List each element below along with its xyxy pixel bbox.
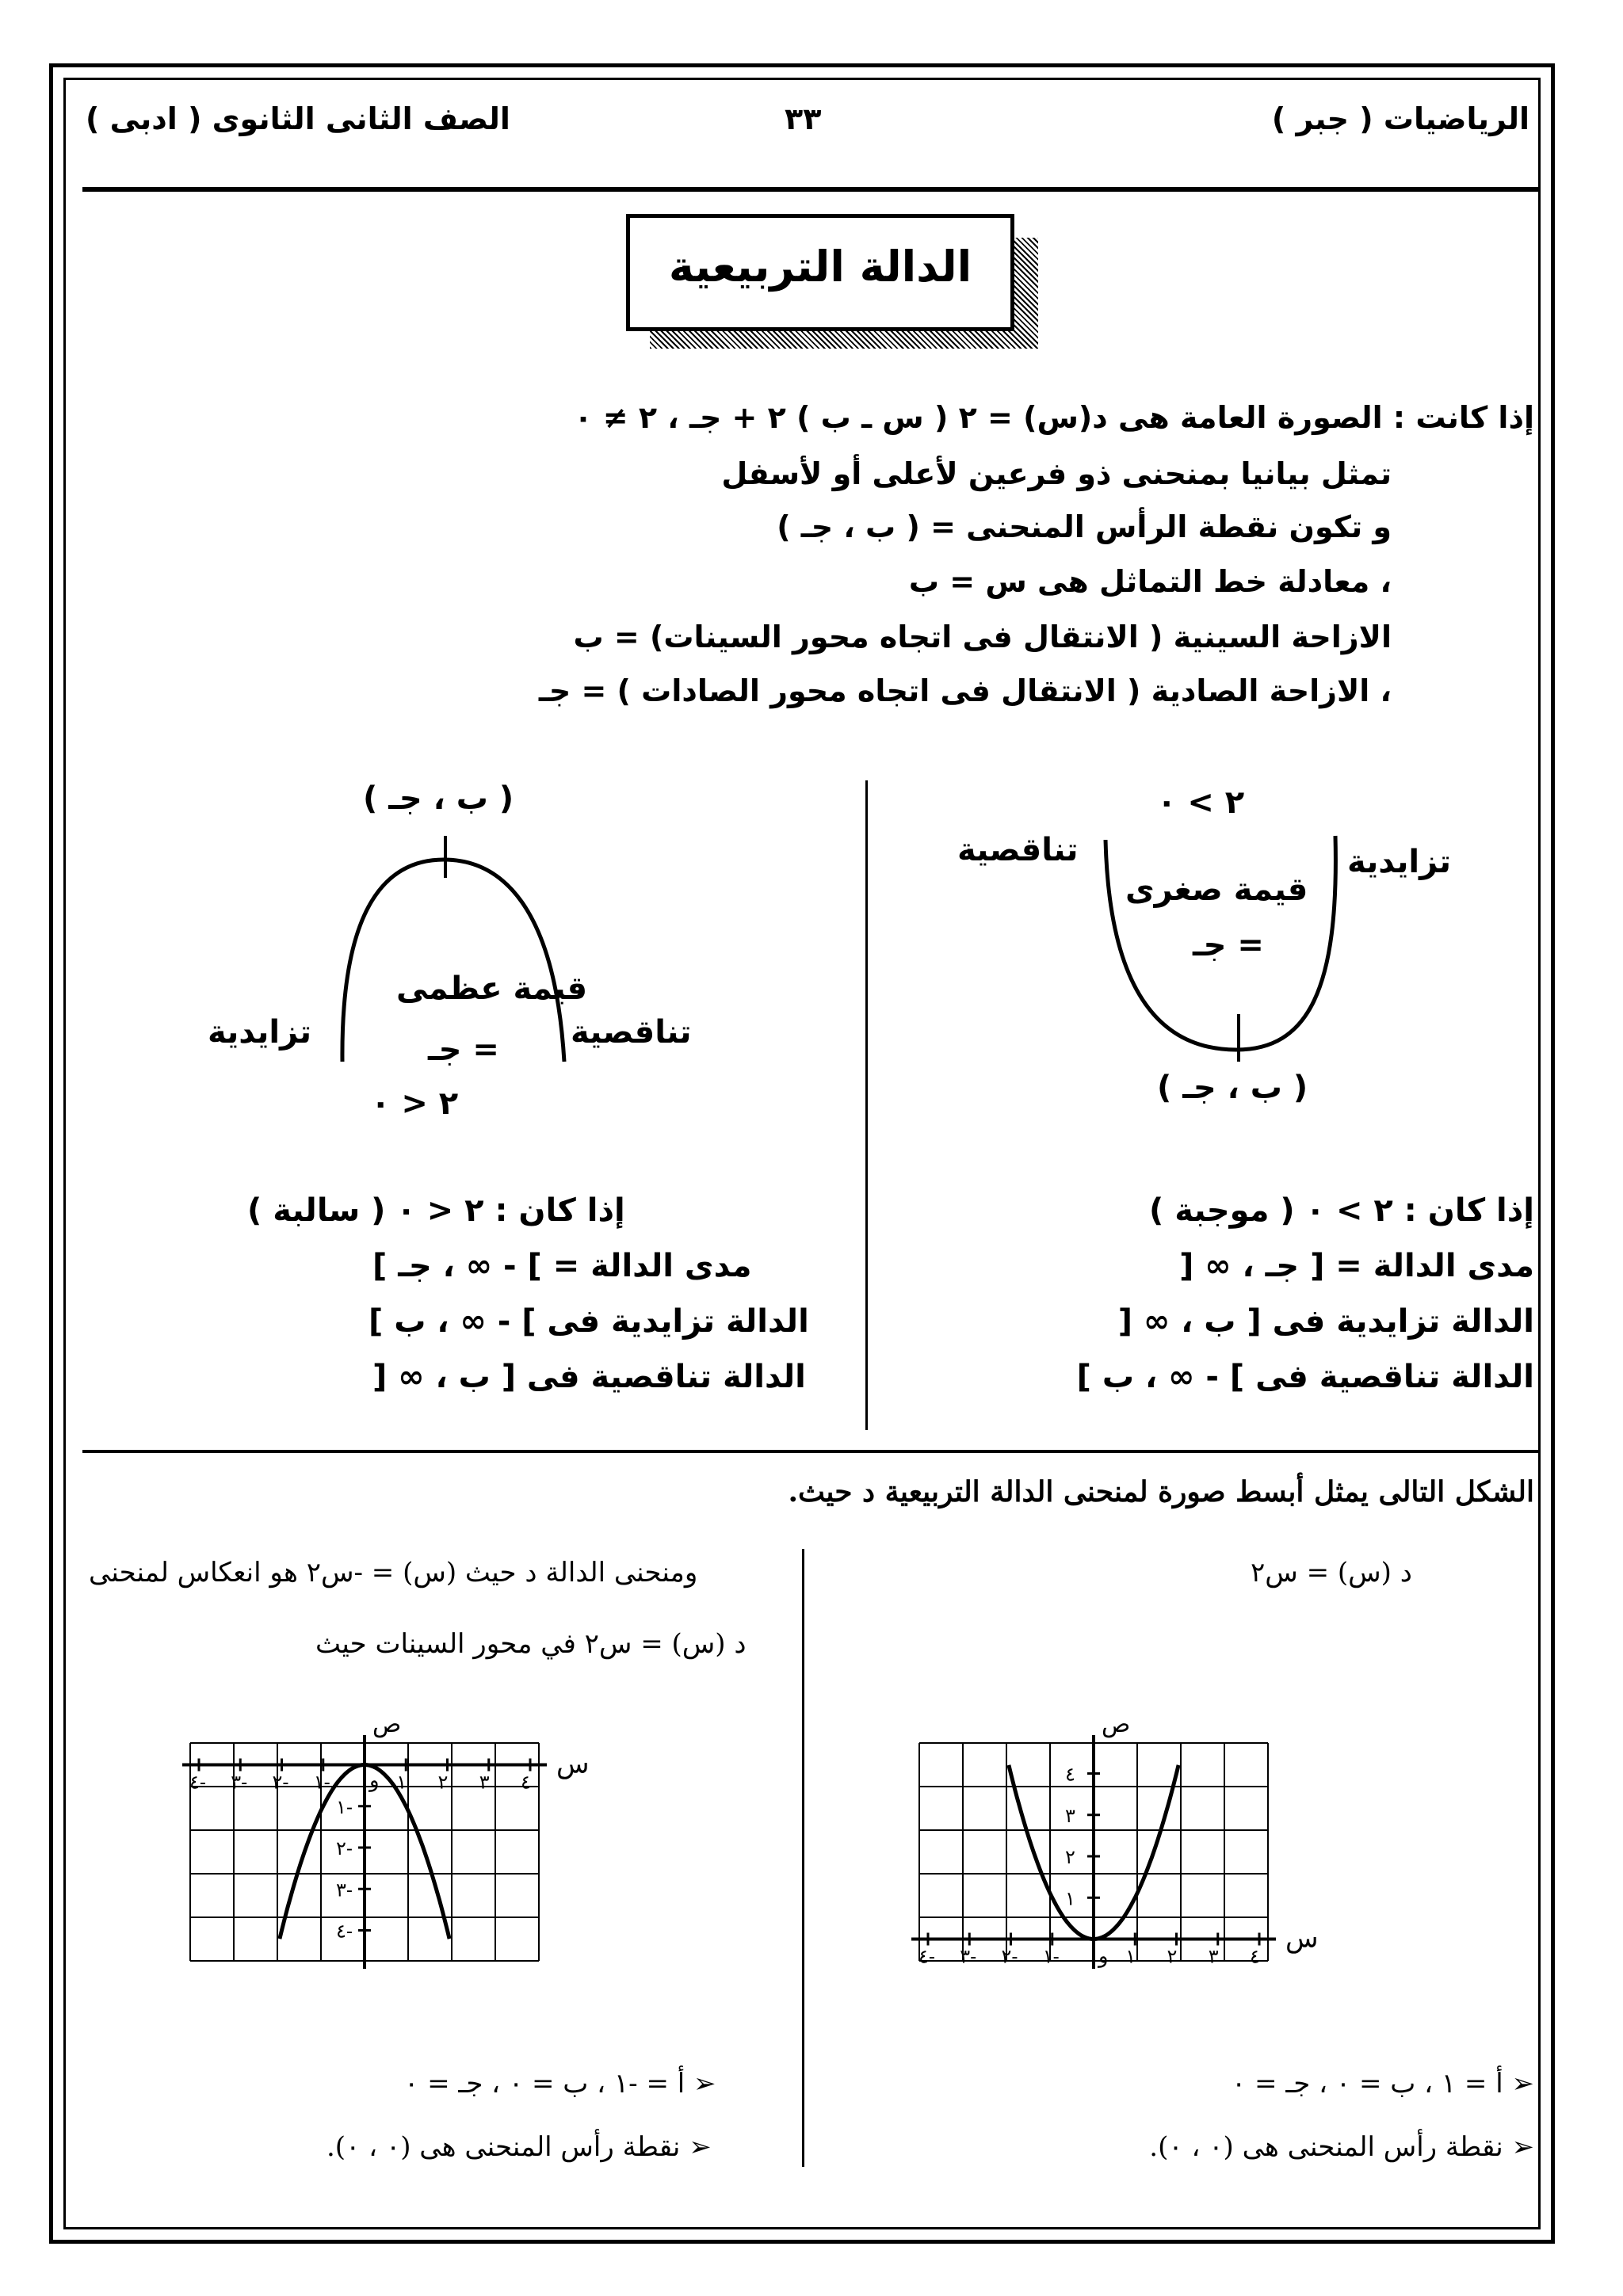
section-rule [82,1450,1541,1453]
bullet-icon: ➢ [1511,2131,1534,2163]
positive-range: مدى الدالة = [ جـ ، ∞ [ [1179,1248,1534,1284]
y-axis-label: ص [1102,1711,1131,1738]
left-text-2: د (س) = س٢ في محور السينات حيث [315,1628,747,1660]
x-tick-label: ٣- [960,1945,977,1968]
graph-positive-parabola [903,1703,1347,2036]
general-form-line-1: إذا كانت : الصورة العامة هى د(س) = ٢ ( س ـ ب ) ٢ + جـ ، ٢ ≠ ٠ [574,400,1534,435]
header-page-number: ٣٣ [785,101,822,136]
general-form-line-6: ، الازاحة الصادية ( الانتقال فى اتجاه محور الصادات ) = جـ [538,673,1392,708]
x-axis-label: س [1285,1922,1319,1955]
bullet-icon: ➢ [1511,2068,1534,2100]
negative-decreasing-label: تناقصية [571,1014,692,1051]
x-tick-label: ٤ [521,1771,531,1794]
negative-increasing-label: تزايدية [208,1014,312,1051]
x-tick-label: ١ [396,1771,407,1794]
origin-label: و [1098,1944,1109,1969]
general-form-line-3: و تكون نقطة الرأس المنحنى = ( ب ، جـ ) [777,509,1392,544]
x-tick-label: ١- [1042,1945,1060,1968]
page-title: الدالة التربيعية [668,242,972,292]
right-params-line [1232,2068,1534,2100]
right-params: أ = ١ ، ب = ٠ ، جـ = ٠ [1231,2068,1503,2100]
y-axis-label: ص [372,1711,402,1738]
positive-equals-c: = جـ [1193,927,1264,963]
left-params: أ = -١ ، ب = ٠ ، جـ = ٠ [404,2068,685,2100]
y-tick-label: ١ [1065,1887,1075,1910]
positive-if-line: إذا كان : ٢ > ٠ ( موجبة ) [1149,1192,1534,1229]
negative-condition-label: ٢ < ٠ [371,1085,459,1122]
x-tick-label: ٢- [1001,1945,1018,1968]
bullet-icon: ➢ [693,2068,716,2100]
general-form-line-5: الازاحة السينية ( الانتقال فى اتجاه محور السينات) = ب [573,620,1392,654]
x-axis-label: س [556,1748,590,1780]
y-tick-label: ٢ [1065,1846,1075,1868]
header-subject: الرياضيات ( جبر ) [1271,101,1529,136]
x-tick-label: ٢ [437,1771,449,1794]
x-tick-label: ٣ [1208,1945,1219,1968]
x-tick-label: ٣ [479,1771,490,1794]
right-vertex: نقطة رأس المنحنى هى (٠ ، ٠). [1149,2131,1503,2163]
negative-decreasing-on: الدالة تناقصية فى [ ب ، ∞ [ [372,1359,806,1395]
positive-decreasing-on: الدالة تناقصية فى ] - ∞ ، ب ] [1076,1359,1534,1395]
x-tick-label: ١ [1125,1945,1136,1968]
origin-label: و [369,1768,380,1793]
positive-vertex-label: ( ب ، جـ ) [1157,1070,1308,1106]
negative-equals-c: = جـ [428,1032,499,1068]
negative-max-label: قيمة عظمى [396,971,588,1007]
x-tick-label: ١- [313,1771,330,1794]
y-tick-label: ٣ [1065,1804,1075,1827]
positive-condition-label: ٢ > ٠ [1157,784,1245,821]
y-tick-label: ١- [336,1795,353,1818]
left-text-1: ومنحنى الدالة د حيث (س) = -س٢ هو انعكاس لمنحنى [89,1557,698,1589]
positive-decreasing-label: تناقصية [957,832,1079,868]
x-tick-label: ٤- [189,1771,206,1794]
positive-increasing-label: تزايدية [1347,844,1452,880]
simplest-intro: الشكل التالى يمثل أبسط صورة لمنحنى الدالة التربيعية د حيث. [788,1475,1534,1508]
right-formula: د (س) = س٢ [1251,1557,1412,1589]
y-tick-label: ٤ [1065,1763,1075,1786]
general-form-line-4: ، معادلة خط التماثل هى س = ب [908,564,1392,599]
x-tick-label: ٢ [1167,1945,1178,1968]
positive-min-label: قيمة صغرى [1125,871,1308,908]
bullet-icon: ➢ [689,2131,712,2163]
negative-increasing-on: الدالة تزايدية فى ] - ∞ ، ب ] [369,1303,809,1340]
x-tick-label: ٢- [272,1771,289,1794]
bottom-divider [802,1549,804,2167]
negative-range: مدى الدالة = ] - ∞ ، جـ ] [372,1248,752,1284]
left-params-line [404,2068,716,2100]
right-vertex-line [1149,2131,1534,2163]
x-tick-label: ٤ [1250,1945,1260,1968]
header-grade: الصف الثانى الثانوى ( ادبى ) [86,101,510,136]
x-tick-label: ٣- [231,1771,248,1794]
y-tick-label: ٤- [336,1920,353,1943]
left-vertex-line [327,2131,712,2163]
positive-increasing-on: الدالة تزايدية فى [ ب ، ∞ [ [1117,1303,1534,1340]
general-form-line-2: تمثل بيانيا بمنحنى ذو فرعين لأعلى أو لأسفل [721,456,1392,491]
negative-if-line: إذا كان : ٢ < ٠ ( سالبة ) [247,1192,625,1229]
left-vertex: نقطة رأس المنحنى هى (٠ ، ٠). [327,2131,681,2163]
y-tick-label: ٢- [336,1837,353,1859]
negative-vertex-label: ( ب ، جـ ) [363,780,514,817]
x-tick-label: ٤- [918,1945,935,1968]
y-tick-label: ٣- [336,1878,353,1901]
graph-negative-parabola [174,1703,618,2036]
